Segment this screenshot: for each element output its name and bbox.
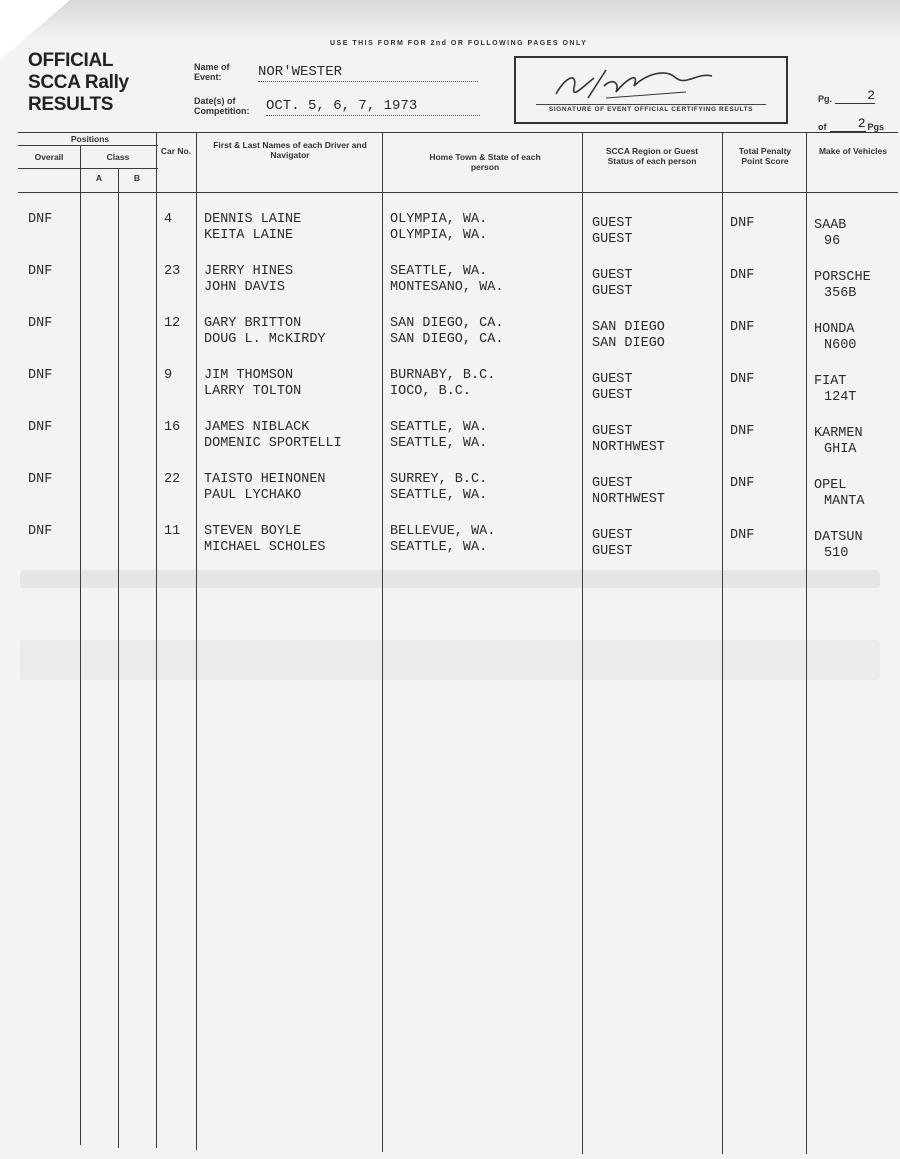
- driver-name: STEVEN BOYLE: [204, 524, 302, 539]
- vehicle-make: FIAT: [814, 374, 847, 389]
- event-name-label: Name of Event:: [194, 62, 230, 82]
- vehicle-model: 510: [824, 546, 849, 561]
- navigator-hometown: SAN DIEGO, CA.: [390, 332, 504, 347]
- car-number: 23: [164, 264, 181, 279]
- navigator-region: NORTHWEST: [592, 492, 665, 507]
- navigator-name: JOHN DAVIS: [204, 280, 286, 295]
- navigator-name: PAUL LYCHAKO: [204, 488, 302, 503]
- driver-name: JERRY HINES: [204, 264, 294, 279]
- car-number: 12: [164, 316, 181, 331]
- overall-position: DNF: [28, 420, 53, 435]
- navigator-hometown: SEATTLE, WA.: [390, 436, 488, 451]
- header-region: SCCA Region or Guest Status of each person: [605, 146, 699, 166]
- vehicle-model: GHIA: [824, 442, 857, 457]
- vehicle-model: 96: [824, 234, 841, 249]
- scan-smudge: [20, 640, 880, 680]
- header-positions: Positions: [70, 134, 110, 144]
- vehicle-model: MANTA: [824, 494, 865, 509]
- navigator-hometown: IOCO, B.C.: [390, 384, 472, 399]
- penalty-score: DNF: [730, 476, 755, 491]
- event-name-value: NOR'WESTER: [258, 64, 478, 82]
- overall-position: DNF: [28, 472, 53, 487]
- navigator-hometown: SEATTLE, WA.: [390, 540, 488, 555]
- vehicle-make: SAAB: [814, 218, 847, 233]
- overall-position: DNF: [28, 368, 53, 383]
- navigator-hometown: SEATTLE, WA.: [390, 488, 488, 503]
- vehicle-model: 356B: [824, 286, 857, 301]
- table-top-rule: [18, 132, 898, 133]
- navigator-region: GUEST: [592, 232, 633, 247]
- page-label: Pg.: [818, 94, 833, 104]
- navigator-hometown: MONTESANO, WA.: [390, 280, 504, 295]
- navigator-name: LARRY TOLTON: [204, 384, 302, 399]
- header-hometown: Home Town & State of each person: [429, 152, 541, 172]
- penalty-score: DNF: [730, 528, 755, 543]
- driver-region: GUEST: [592, 424, 633, 439]
- vehicle-make: HONDA: [814, 322, 855, 337]
- navigator-region: GUEST: [592, 388, 633, 403]
- navigator-region: SAN DIEGO: [592, 336, 665, 351]
- form-title-line-2: SCCA Rally: [28, 72, 129, 93]
- penalty-score: DNF: [730, 424, 755, 439]
- overall-position: DNF: [28, 316, 53, 331]
- car-number: 16: [164, 420, 181, 435]
- driver-name: DENNIS LAINE: [204, 212, 302, 227]
- header-make: Make of Vehicles: [818, 146, 888, 156]
- dates-label: Date(s) of Competition:: [194, 96, 250, 116]
- overall-position: DNF: [28, 524, 53, 539]
- vehicle-make: OPEL: [814, 478, 847, 493]
- header-overall: Overall: [34, 152, 64, 162]
- navigator-region: GUEST: [592, 284, 633, 299]
- overall-position: DNF: [28, 264, 53, 279]
- driver-hometown: SURREY, B.C.: [390, 472, 488, 487]
- signature-caption: SIGNATURE OF EVENT OFFICIAL CERTIFYING RESULTS: [548, 106, 754, 113]
- driver-hometown: OLYMPIA, WA.: [390, 212, 488, 227]
- penalty-score: DNF: [730, 216, 755, 231]
- driver-region: GUEST: [592, 476, 633, 491]
- penalty-score: DNF: [730, 372, 755, 387]
- vehicle-model: 124T: [824, 390, 857, 405]
- vehicle-model: N600: [824, 338, 857, 353]
- navigator-name: DOMENIC SPORTELLI: [204, 436, 342, 451]
- pages-label: Pgs: [867, 122, 885, 132]
- navigator-name: DOUG L. McKIRDY: [204, 332, 326, 347]
- navigator-name: KEITA LAINE: [204, 228, 294, 243]
- navigator-region: GUEST: [592, 544, 633, 559]
- driver-name: TAISTO HEINONEN: [204, 472, 326, 487]
- page-number: 2: [835, 88, 875, 104]
- navigator-region: NORTHWEST: [592, 440, 665, 455]
- driver-name: JIM THOMSON: [204, 368, 294, 383]
- header-penalty: Total Penalty Point Score: [738, 146, 792, 166]
- driver-region: GUEST: [592, 268, 633, 283]
- navigator-name: MICHAEL SCHOLES: [204, 540, 326, 555]
- driver-region: GUEST: [592, 372, 633, 387]
- driver-hometown: SEATTLE, WA.: [390, 420, 488, 435]
- car-number: 4: [164, 212, 173, 227]
- of-label: of: [818, 122, 827, 132]
- navigator-hometown: OLYMPIA, WA.: [390, 228, 488, 243]
- driver-region: SAN DIEGO: [592, 320, 665, 335]
- header-class-b: B: [133, 173, 141, 183]
- header-class: Class: [106, 152, 130, 162]
- header-names: First & Last Names of each Driver and Navigator: [213, 140, 367, 160]
- vehicle-make: PORSCHE: [814, 270, 871, 285]
- driver-hometown: SAN DIEGO, CA.: [390, 316, 504, 331]
- header-car-number: Car No.: [160, 146, 192, 156]
- car-number: 11: [164, 524, 181, 539]
- positions-rule: [18, 145, 158, 146]
- car-number: 9: [164, 368, 173, 383]
- vehicle-make: DATSUN: [814, 530, 863, 545]
- driver-region: GUEST: [592, 528, 633, 543]
- car-number: 22: [164, 472, 181, 487]
- driver-hometown: SEATTLE, WA.: [390, 264, 488, 279]
- penalty-score: DNF: [730, 320, 755, 335]
- vehicle-make: KARMEN: [814, 426, 863, 441]
- penalty-score: DNF: [730, 268, 755, 283]
- scan-smudge: [20, 570, 880, 588]
- driver-hometown: BELLEVUE, WA.: [390, 524, 496, 539]
- driver-region: GUEST: [592, 216, 633, 231]
- form-usage-notice: USE THIS FORM FOR 2nd OR FOLLOWING PAGES ONLY: [330, 40, 588, 47]
- driver-name: GARY BRITTON: [204, 316, 302, 331]
- header-bottom-rule: [18, 192, 898, 193]
- driver-name: JAMES NIBLACK: [204, 420, 310, 435]
- overall-position: DNF: [28, 212, 53, 227]
- header-class-a: A: [95, 173, 103, 183]
- class-rule: [18, 168, 158, 169]
- total-pages: 2: [830, 116, 866, 132]
- form-title-line-1: OFFICIAL: [28, 50, 114, 71]
- driver-hometown: BURNABY, B.C.: [390, 368, 496, 383]
- form-title-line-3: RESULTS: [28, 94, 114, 115]
- dates-value: OCT. 5, 6, 7, 1973: [266, 98, 480, 116]
